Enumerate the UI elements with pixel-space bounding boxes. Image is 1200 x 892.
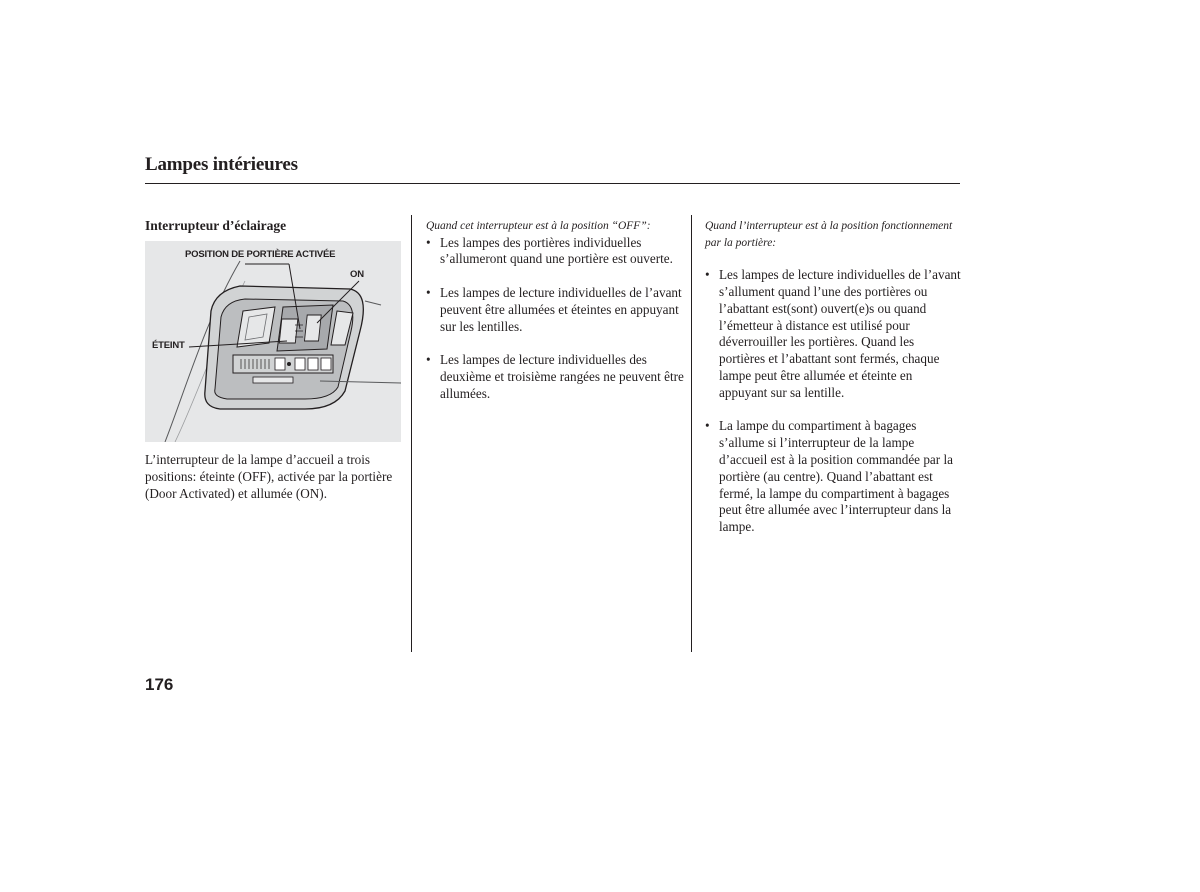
bullet-icon: •	[705, 418, 710, 434]
list-item	[705, 418, 963, 536]
bullet-icon: •	[426, 284, 431, 300]
right-column	[705, 218, 963, 536]
label-on: ON	[350, 269, 364, 280]
column-divider-2	[691, 215, 692, 652]
list-item-text: Les lampes de lecture individuelles des deuxième et troisième rangées ne peuvent être allumées.	[440, 352, 684, 401]
door-position-caption: Quand l’interrupteur est à la position fonctionnement par la portière:	[705, 220, 953, 249]
page-number: 176	[145, 675, 174, 694]
column-divider-1	[411, 215, 412, 652]
list-item-text: La lampe du compartiment à bagages s’allume si l’interrupteur de la lampe d’accueil est à la position commandée par la portière (au centre). Quand l’abattant est fermé, la lampe du compartiment à bagages peut être allumée avec l’interrupteur dans la lampe.	[719, 418, 953, 535]
off-position-caption: Quand cet interrupteur est à la position “OFF”:	[426, 220, 651, 232]
switch-illustration	[145, 241, 401, 442]
list-item	[426, 235, 684, 269]
bullet-icon: •	[705, 267, 710, 283]
title-divider	[145, 183, 960, 184]
middle-column	[426, 218, 684, 403]
label-off: ÉTEINT	[152, 340, 185, 351]
list-item	[426, 352, 684, 402]
list-item	[705, 267, 963, 401]
list-item-text: Les lampes de lecture individuelles de l’avant peuvent être allumées et éteintes en appuyant sur les lentilles.	[440, 284, 682, 334]
list-item-text: Les lampes des portières individuelles s’allumeront quand une portière est ouverte.	[440, 234, 673, 267]
page-title: Lampes intérieures	[145, 154, 298, 175]
bullet-icon: •	[426, 234, 431, 250]
list-item-text: Les lampes de lecture individuelles de l’avant s’allument quand l’une des portières ou l’abattant est(sont) ouvert(e)s ou quand l’émetteur à distance est utilisé pour déverrouiller les portières. Quand les portières et l’abattant sont fermés, chaque lampe peut être allumée et éteinte en appuyant sur sa lentille.	[719, 267, 961, 400]
bullet-icon: •	[426, 352, 431, 368]
switch-description: L’interrupteur de la lampe d’accueil a trois positions: éteinte (OFF), activée par la portière (Door Activated) et allumée (ON).	[145, 452, 393, 501]
list-item	[426, 285, 684, 335]
label-door-activated: POSITION DE PORTIÈRE ACTIVÉE	[185, 249, 336, 260]
section-heading: Interrupteur d’éclairage	[145, 218, 287, 233]
